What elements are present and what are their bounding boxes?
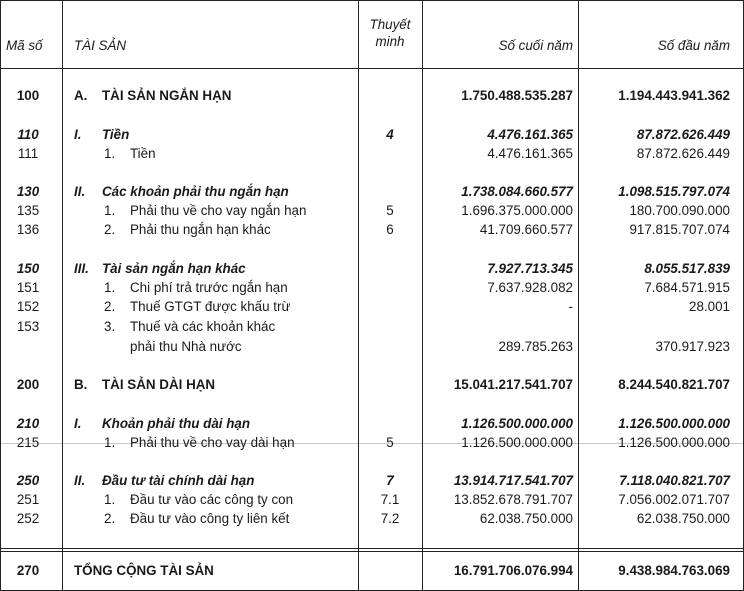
row-begin-value: 917.815.707.074 <box>629 222 730 237</box>
row-end-value: 41.709.660.577 <box>479 222 573 237</box>
row-label: Đầu tư tài chính dài hạn <box>102 473 255 488</box>
row-prefix: 2. <box>104 511 116 526</box>
row-label: Phải thu ngắn hạn khác <box>130 222 271 237</box>
row-prefix: 1. <box>104 435 116 450</box>
row-code: 200 <box>16 377 40 392</box>
row-prefix: 2. <box>104 222 116 237</box>
row-end-value: 13.852.678.791.707 <box>453 492 573 507</box>
row-end-value: 4.476.161.365 <box>487 146 573 161</box>
header-bottom-border <box>0 68 744 69</box>
row-label: TÀI SẢN DÀI HẠN <box>102 377 216 392</box>
row-code: 136 <box>16 222 40 237</box>
row-end-value: 62.038.750.000 <box>479 511 573 526</box>
row-end-value: 7.927.713.345 <box>487 261 573 276</box>
row-code: 153 <box>16 319 40 334</box>
row-note: 6 <box>386 222 394 237</box>
row-note: 4 <box>386 127 394 142</box>
table-top-border <box>0 0 744 1</box>
header-note-line1: Thuyết <box>369 17 411 32</box>
row-begin-value: 7.056.002.071.707 <box>618 492 730 507</box>
row-label-continued: phải thu Nhà nước <box>130 339 242 354</box>
row-code: 210 <box>16 416 40 431</box>
row-prefix: B. <box>74 377 88 392</box>
row-code: 150 <box>16 261 40 276</box>
row-end-value: - <box>568 299 573 314</box>
row-begin-value: 7.118.040.821.707 <box>619 473 730 488</box>
row-code: 100 <box>16 88 40 103</box>
row-label: Khoản phải thu dài hạn <box>102 416 251 431</box>
row-prefix: I. <box>74 416 82 431</box>
row-begin-value: 87.872.626.449 <box>636 127 730 142</box>
row-prefix: 3. <box>104 319 116 334</box>
row-code: 110 <box>17 127 39 142</box>
row-label: Chi phí trả trước ngắn hạn <box>130 280 288 295</box>
row-begin-value: 1.126.500.000.000 <box>618 435 730 450</box>
row-end-value: 289.785.263 <box>498 339 573 354</box>
total-row-label: TỔNG CỘNG TÀI SẢN <box>74 563 214 578</box>
row-end-value: 7.637.928.082 <box>487 280 573 295</box>
row-code: 111 <box>17 146 39 161</box>
row-begin-value: 62.038.750.000 <box>636 511 730 526</box>
row-end-value: 15.041.217.541.707 <box>453 377 573 392</box>
row-prefix: II. <box>74 184 86 199</box>
header-code: Mã số <box>6 38 43 53</box>
row-prefix: I. <box>74 127 82 142</box>
row-code: 215 <box>16 435 40 450</box>
row-prefix: 2. <box>104 299 116 314</box>
row-label: Đầu tư vào công ty liên kết <box>130 511 290 526</box>
row-begin-value: 1.098.515.797.074 <box>618 184 730 199</box>
row-code: 152 <box>16 299 40 314</box>
row-label: Phải thu về cho vay dài hạn <box>130 435 295 450</box>
col-border-end <box>578 0 579 591</box>
row-code: 135 <box>16 203 40 218</box>
header-note-line2: minh <box>375 34 405 49</box>
row-code: 252 <box>16 511 40 526</box>
row-code: 151 <box>16 280 40 295</box>
row-label: Đầu tư vào các công ty con <box>130 492 294 507</box>
row-begin-value: 1.194.443.941.362 <box>618 88 730 103</box>
row-begin-value: 8.055.517.839 <box>644 261 730 276</box>
row-prefix: III. <box>74 261 89 276</box>
total-row-code: 270 <box>16 563 40 578</box>
row-end-value: 4.476.161.365 <box>487 127 573 142</box>
row-end-value: 1.738.084.660.577 <box>461 184 573 199</box>
row-end-value: 1.696.375.000.000 <box>461 203 573 218</box>
row-code: 250 <box>16 473 40 488</box>
total-end-value: 16.791.706.076.994 <box>453 563 573 578</box>
row-note: 7 <box>386 473 394 488</box>
row-begin-value: 1.126.500.000.000 <box>618 416 730 431</box>
row-end-value: 13.914.717.541.707 <box>453 473 573 488</box>
total-top-border <box>0 548 744 549</box>
row-code: 130 <box>16 184 40 199</box>
col-border-note <box>422 0 423 591</box>
row-begin-value: 7.684.571.915 <box>644 280 730 295</box>
header-end-of-year: Số cuối năm <box>498 38 573 53</box>
row-prefix: A. <box>74 88 88 103</box>
row-note: 5 <box>386 203 394 218</box>
row-code: 251 <box>16 492 40 507</box>
row-label: Tiền <box>102 127 130 142</box>
row-note: 7.2 <box>380 511 400 526</box>
header-assets: TÀI SẢN <box>74 38 127 53</box>
col-border-code <box>62 0 63 591</box>
row-prefix: II. <box>74 473 86 488</box>
row-prefix: 1. <box>104 492 116 507</box>
row-label: Các khoản phải thu ngắn hạn <box>102 184 289 199</box>
row-prefix: 1. <box>104 203 116 218</box>
row-label: Tài sản ngắn hạn khác <box>102 261 246 276</box>
row-prefix: 1. <box>104 280 116 295</box>
total-begin-value: 9.438.984.763.069 <box>618 563 730 578</box>
row-label: TÀI SẢN NGẮN HẠN <box>102 88 232 103</box>
row-begin-value: 28.001 <box>689 299 730 314</box>
row-label: Phải thu về cho vay ngắn hạn <box>130 203 307 218</box>
total-top-border-double <box>0 551 744 552</box>
row-begin-value: 370.917.923 <box>655 339 730 354</box>
row-label: Thuế GTGT được khấu trừ <box>130 299 291 314</box>
row-label: Tiền <box>130 146 156 161</box>
row-end-value: 1.750.488.535.287 <box>461 88 573 103</box>
row-note: 5 <box>386 435 394 450</box>
row-label: Thuế và các khoản khác <box>130 319 276 334</box>
row-begin-value: 8.244.540.821.707 <box>618 377 730 392</box>
header-beginning-of-year: Số đầu năm <box>657 38 730 53</box>
row-begin-value: 180.700.090.000 <box>629 203 730 218</box>
row-begin-value: 87.872.626.449 <box>636 146 730 161</box>
row-end-value: 1.126.500.000.000 <box>461 435 573 450</box>
row-note: 7.1 <box>380 492 400 507</box>
row-end-value: 1.126.500.000.000 <box>461 416 573 431</box>
row-prefix: 1. <box>104 146 116 161</box>
